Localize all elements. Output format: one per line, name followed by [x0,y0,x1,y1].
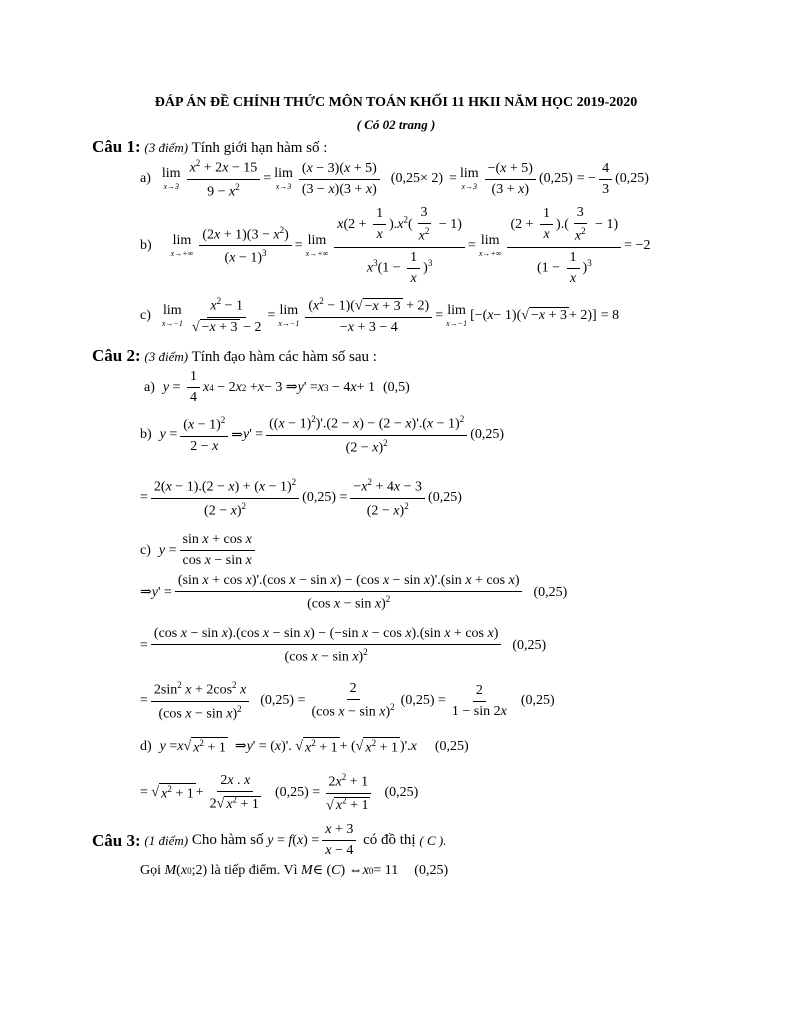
q2c-score-3: (0,25) [260,693,295,709]
q2a-score: (0,5) [383,379,410,395]
q1a-label: a) [140,171,151,187]
q1c-result: = 8 [600,307,620,323]
question-2-text: Tính đạo hàm các hàm số sau : [191,349,377,365]
q1a-equation: a) lim x→3 $\frac{x^2 + 2x - 15}{9 - x^2}$ = lim x→3 $\frac{(x - 3)(x + 5)}{(3 - x)(3 + x)}$ (0,25× 2) = lim x→3 $\frac{-(x + 5)}{(3 + x)}$ (0,25) = − $\frac{4}{3}$ (0,25) [140,158,649,200]
q2c-step1: ⇒ y ' = (sin x + cos x)'.(cos x − sin x) − (cos x − sin x)'.(sin x + cos x) (cos x − sin x)$^2$ (0,25) [140,573,568,612]
question-1-label: Câu 1: [92,137,141,156]
q2b-score-2: (0,25) [302,490,336,506]
q2b-score-1: (0,25) [470,427,505,443]
q1b-result: = −2 [624,237,651,253]
q2c-score-1: (0,25) [533,584,568,600]
q1a-score-1: (0,25× 2) [390,171,444,187]
q2d-step2: = √ $x^2 + 1$ + $\frac{2x . x}{2√ x^2 + 1}$ (0,25) = $\frac{2x^2 + 1}{√ x^2 + 1}$ (0,25) [140,772,419,814]
q2b-step2: = $\frac{2(x - 1).(2 - x) + (x - 1)^2}{(2 - x)^2}$ (0,25) = $\frac{-x^2 + 4x - 3}{(2 - x)^2}$ (0,25) [140,477,462,519]
question-1-heading [92,137,327,157]
question-3-points: (1 điểm) [144,832,189,848]
question-1-text: Tính giới hạn hàm số : [191,140,328,156]
q2c-step3: = $\frac{2\sin^2 x + 2\cos^2 x}{(\cos x - \sin x)^2}$ (0,25) = $\frac{2}{(\cos x - \sin x)^2}$ (0,25) = $\frac{2}{1 - \sin 2x}$ (0,25) [140,680,555,722]
q3-line2: Gọi M ( x 0 ;2) là tiếp điểm. Vì M ∈ ( C ) ⇔ x 0 = 11 (0,25) [140,862,449,878]
q2a-equation: a) y = $\frac{1}{4}$ x 4 − 2 x 2 + x − 3 ⇒ y ' = x 3 − 4 x + 1 (0,5) [144,369,410,405]
q2c-label: c) [140,542,151,558]
q1c-equation: c) lim x→−1 $\frac{x^2 - 1}{√ -x + 3 - 2}$ = lim x→−1 $\frac{(x^2 - 1)(√ -x + 3 + 2)}{-x + 3 - 4}$ = lim x→−1 [−( x − 1)(√ −x + 3 + 2)] = 8 [140,296,620,335]
q2a-label: a) [144,379,155,395]
question-2-heading [92,346,377,366]
question-3-text-2: có đồ thị [363,832,416,848]
q2d-label: d) [140,738,152,754]
q1b-equation: b) lim x→+∞ $\frac{(2x + 1)(3 - x^2)}{(x - 1)^3}$ = lim x→+∞ x(2 + $\frac{1}{x}$ )$.x^2$( $\frac{3}{x^2}$ − 1) $x^3(1$ − $\frac{1}{x}$ )$^3$ = lim x→+∞ (2 + $\frac{1}{x}$ ).( $\frac{3}{x^2}$ − 1) (1 − $\frac{1}{x}$ )$^3$ = −2 [140,205,651,286]
q2c-score-2: (0,25) [512,637,547,653]
q2c-equation: c) y = $\frac{\text{sin x + cos x}}{\text{cos x − sin x}}$ [140,532,258,569]
q1c-label: c) [140,307,151,323]
question-3-text-1: Cho hàm số [191,832,264,848]
q1a-score-3: (0,25) [615,171,649,187]
q1b-label: b) [140,237,152,253]
question-1-points: (3 điểm) [144,140,189,155]
question-3-label: Câu 3: [92,830,141,850]
q2b-label: b) [140,427,152,443]
q2b-score-3: (0,25) [428,490,462,506]
q2c-step2: = (cos x − sin x).(cos x − sin x) − (−sin x − cos x).(sin x + cos x) (cos x − sin x)$^2$ (0,25) [140,626,547,665]
page-title: ĐÁP ÁN ĐỀ CHÍNH THỨC MÔN TOÁN KHỐI 11 HKII NĂM HỌC 2019-2020 [154,95,638,110]
q2d-score-1: (0,25) [434,738,469,754]
question-2-label: Câu 2: [92,346,141,365]
q3-score: (0,25) [414,862,449,878]
q3-line2-b: là tiếp điểm. Vì [210,862,298,878]
q2d-score-3: (0,25) [384,785,419,801]
question-2-points: (3 điểm) [144,349,189,364]
q2b-equation: b) y = $\frac{(x - 1)^2}{2 - x}$ ⇒ y ' = $\frac{((x - 1)^2)'.(2 - x) - (2 - x)'.(x - 1)^2}{(2 - x)^2}$ (0,25) [140,414,505,456]
q2d-score-2: (0,25) [274,785,309,801]
q1a-score-2: (0,25) [538,171,573,187]
question-3-graph: ( C ). [419,832,447,848]
q2c-score-4: (0,25) [400,693,435,709]
question-3-heading: Câu 3: (1 điểm) Cho hàm số y = f(x) = $\frac{x + 3}{x - 4}$ có đồ thị ( C ). [92,822,447,858]
q2c-score-5: (0,25) [520,693,555,709]
q2d-equation: d) y = x √ $x^2 + 1$ ⇒ y ' = ( x )'. √ $x^2 + 1$ + (√ $x^2 + 1$ )'. x (0,25) [140,738,469,756]
q3-line2-a: Gọi [140,862,161,878]
page-subtitle: ( Có 02 trang ) [356,117,436,132]
